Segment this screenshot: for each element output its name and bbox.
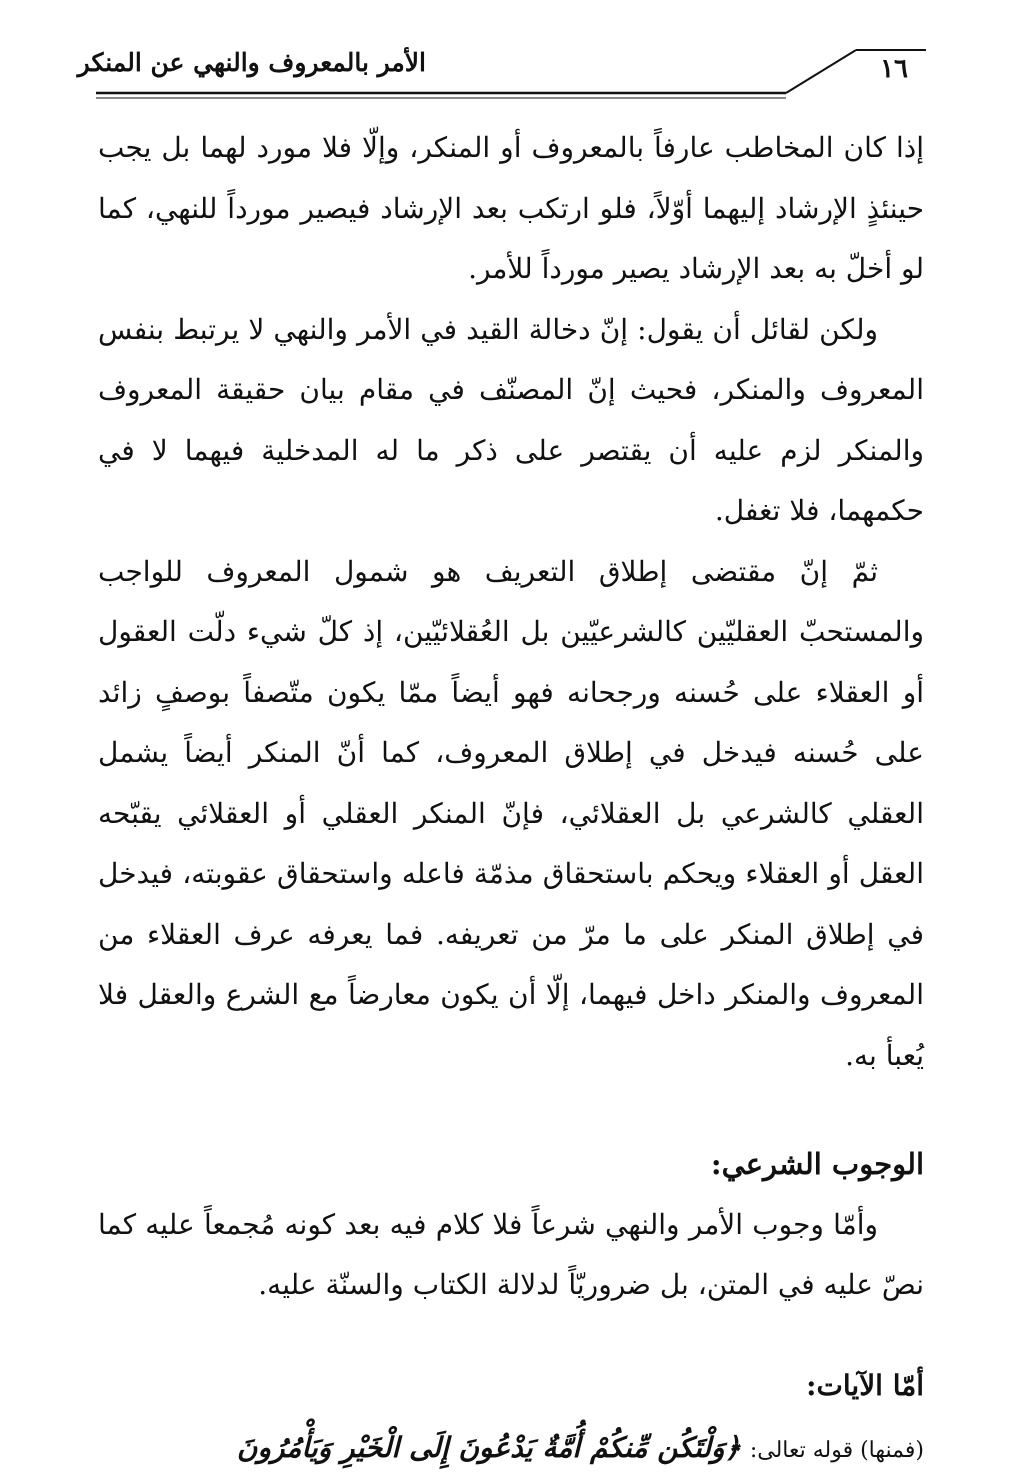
body-paragraph-3: ثمّ إنّ مقتضى إطلاق التعريف هو شمول المعروف للواجب والمستحبّ العقليّين كالشرعيّين بل العُقلائيّين، إذ كلّ شيء دلّت العقول أو العقلاء على حُسنه ورجحانه فهو أيضاً ممّا يكون متّصفاً بوصفٍ زائد على حُسنه فيدخل في إطلاق المعروف، كما أنّ المنكر أيضاً يشمل العقلي كالشرعي بل العقلائي، فإنّ المنكر العقلي أو العقلائي يقبّحه العقل أو العقلاء ويحكم باستحقاق مذمّة فاعله واستحقاق عقوبته، فيدخل في إطلاق المنكر على ما مرّ من تعريفه. فما يعرفه عرف العقلاء من المعروف والمنكر داخل فيهما، إلّا أن يكون معارضاً مع الشرع والعقل فلا يُعبأ به.: [98, 554, 924, 1072]
page-header: [77, 40, 926, 100]
page-body: [98, 118, 924, 1482]
body-paragraph-2: ولكن لقائل أن يقول: إنّ دخالة القيد في الأمر والنهي لا يرتبط بنفس المعروف والمنكر، فحيث إنّ المصنّف في مقام بيان حقيقة المعروف والمنكر لزم عليه أن يقتصر على ذكر ما له المدخلية فيهما لا في حكمهما، فلا تغفل.: [98, 312, 924, 527]
verse-prefix: (فمنها) قوله تعالى:: [749, 1438, 924, 1463]
page-number: ١٦: [880, 54, 908, 84]
running-header-title: الأمر بالمعروف والنهي عن المنكر: [77, 48, 426, 77]
verse-line: [98, 1418, 924, 1482]
section-paragraph-legal-obligation: وأمّا وجوب الأمر والنهي شرعاً فلا كلام فيه بعد كونه مُجمعاً عليه كما نصّ عليه في المتن، بل ضروريّاً لدلالة الكتاب والسنّة عليه.: [98, 1207, 924, 1301]
section-heading-legal-obligation: الوجوب الشرعي:: [710, 1147, 924, 1181]
quran-verse: ﴿وَلْتَكُن مِّنكُمْ أُمَّةٌ يَدْعُونَ إِلَى الْخَيْرِ وَيَأْمُرُونَ: [236, 1431, 741, 1464]
body-paragraph-1: إذا كان المخاطب عارفاً بالمعروف أو المنكر، وإلّا فلا مورد لهما بل يجب حينئذٍ الإرشاد إليهما أوّلاً، فلو ارتكب بعد الإرشاد فيصير مورداً للنهي، كما لو أخلّ به بعد الإرشاد يصير مورداً للأمر.: [98, 131, 924, 285]
section-heading-verses: أمّا الآيات:: [806, 1368, 924, 1402]
